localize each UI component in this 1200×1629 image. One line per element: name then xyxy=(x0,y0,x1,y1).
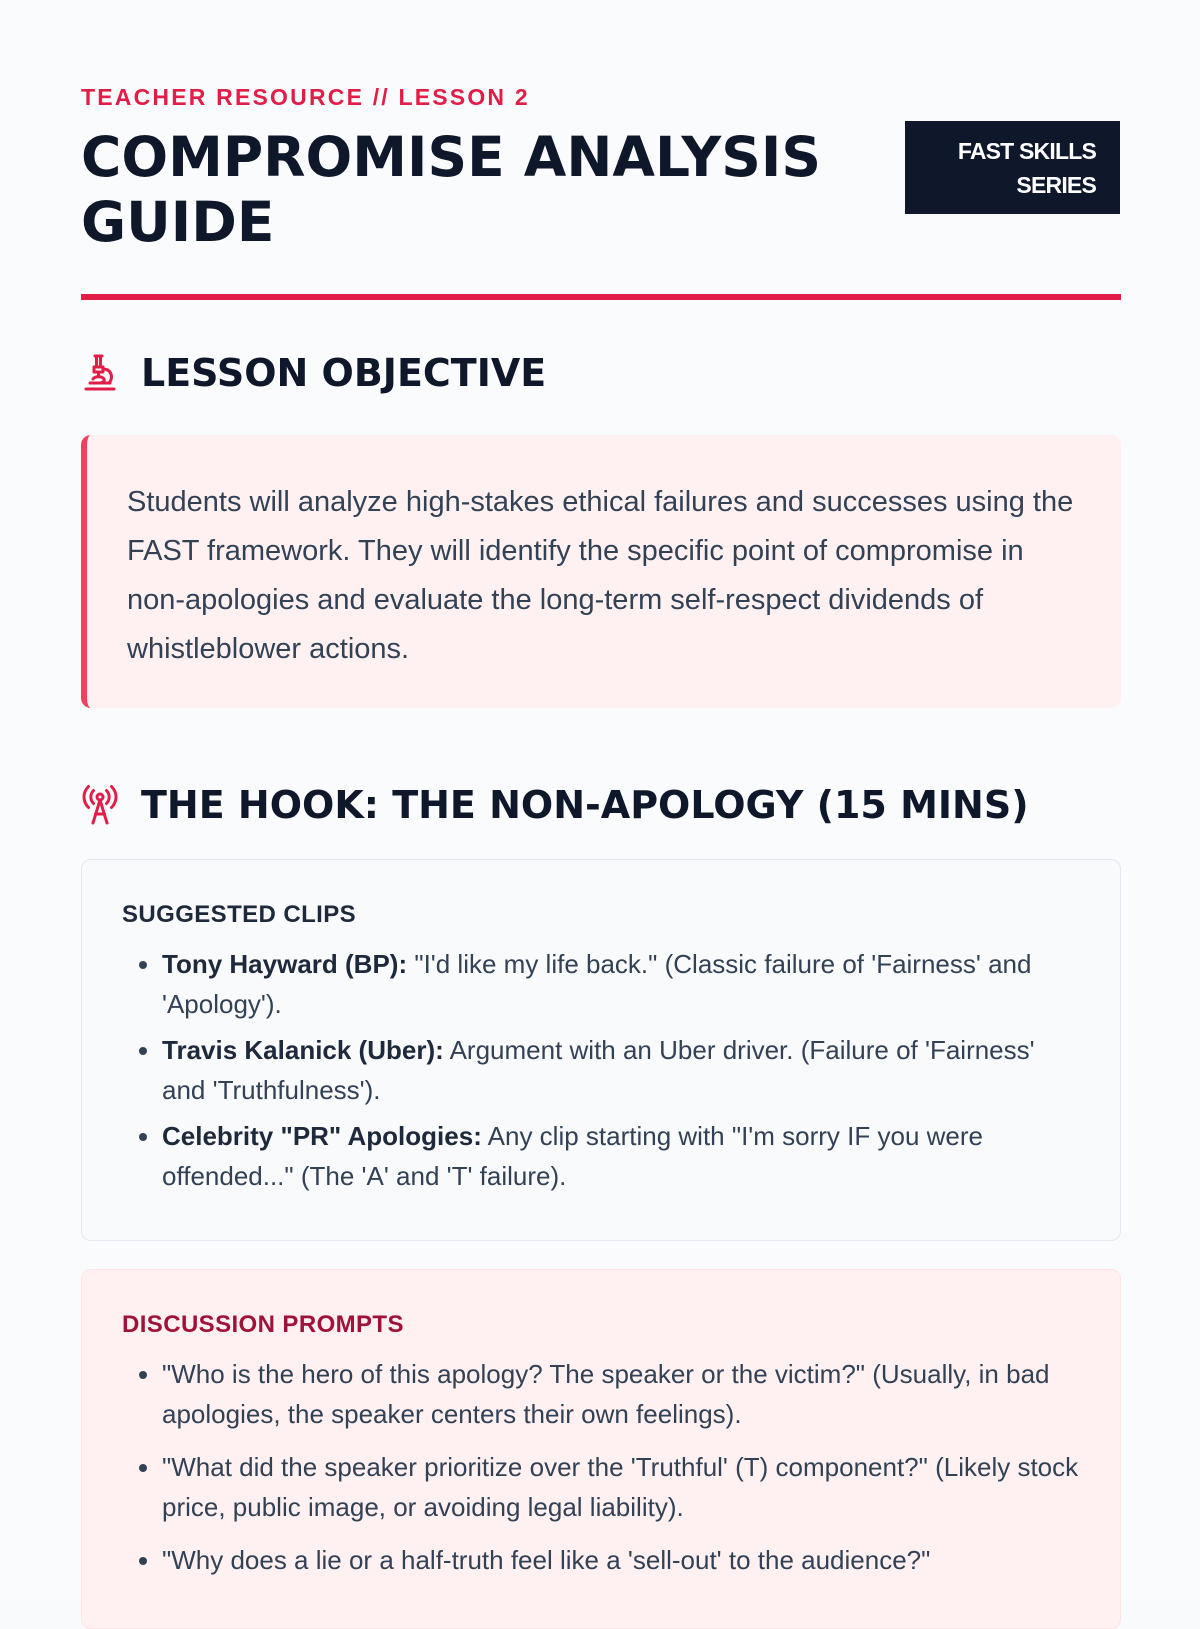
broadcast-tower-icon xyxy=(81,784,119,826)
hook-heading: THE HOOK: THE NON-APOLOGY (15 MINS) xyxy=(141,783,1029,827)
clip-name: Tony Hayward (BP): xyxy=(162,949,408,979)
clip-description: Any clip starting with "I'm sorry IF you were offended..." (The 'A' and 'T' failure). xyxy=(162,1121,983,1191)
list-item xyxy=(162,1116,1080,1196)
list-item: • "Why does a lie or a half-truth feel like a 'sell-out' to the audience?" xyxy=(162,1540,1080,1580)
clip-description: Argument with an Uber driver. (Failure of 'Fairness' and 'Truthfulness'). xyxy=(162,1035,1035,1105)
series-badge-line-2: SERIES xyxy=(1016,172,1096,198)
objective-heading: LESSON OBJECTIVE xyxy=(141,351,547,395)
series-badge-line-1: FAST SKILLS xyxy=(957,138,1096,164)
clip-description: "I'd like my life back." (Classic failure of 'Fairness' and 'Apology'). xyxy=(162,949,1032,1019)
suggested-clips-heading: SUGGESTED CLIPS xyxy=(122,901,357,928)
objective-text: Students will analyze high-stakes ethical failures and successes using the FAST framework. They will identify the specific point of compromise in non-apologies and evaluate the long-term self-respect dividends of whistleblower actions. xyxy=(127,486,1074,665)
suggested-clips-card xyxy=(81,859,1121,1241)
clip-name: Celebrity "PR" Apologies: xyxy=(162,1121,482,1151)
discussion-prompts-list xyxy=(122,1354,1080,1580)
series-badge xyxy=(905,121,1120,214)
page-title: COMPROMISE ANALYSIS GUIDE xyxy=(81,125,821,254)
clip-name: Travis Kalanick (Uber): xyxy=(162,1035,444,1065)
objective-section-heading xyxy=(81,348,546,398)
hook-section-heading xyxy=(81,780,1029,830)
objective-callout xyxy=(81,435,1121,708)
list-item xyxy=(162,1030,1080,1110)
discussion-prompts-heading: DISCUSSION PROMPTS xyxy=(122,1311,404,1338)
list-item: • "Who is the hero of this apology? The speaker or the victim?" (Usually, in bad apologies, the speaker centers their own feelings). xyxy=(162,1354,1080,1434)
page-header xyxy=(81,81,1121,254)
list-item xyxy=(162,944,1080,1024)
list-item: • "What did the speaker prioritize over the 'Truthful' (T) component?" (Likely stock price, public image, or avoiding legal liability). xyxy=(162,1447,1080,1527)
suggested-clips-list xyxy=(122,944,1080,1196)
discussion-prompts-card xyxy=(81,1269,1121,1629)
eyebrow-label: TEACHER RESOURCE // LESSON 2 xyxy=(81,84,530,110)
microscope-icon xyxy=(81,352,119,394)
header-divider xyxy=(81,294,1121,300)
